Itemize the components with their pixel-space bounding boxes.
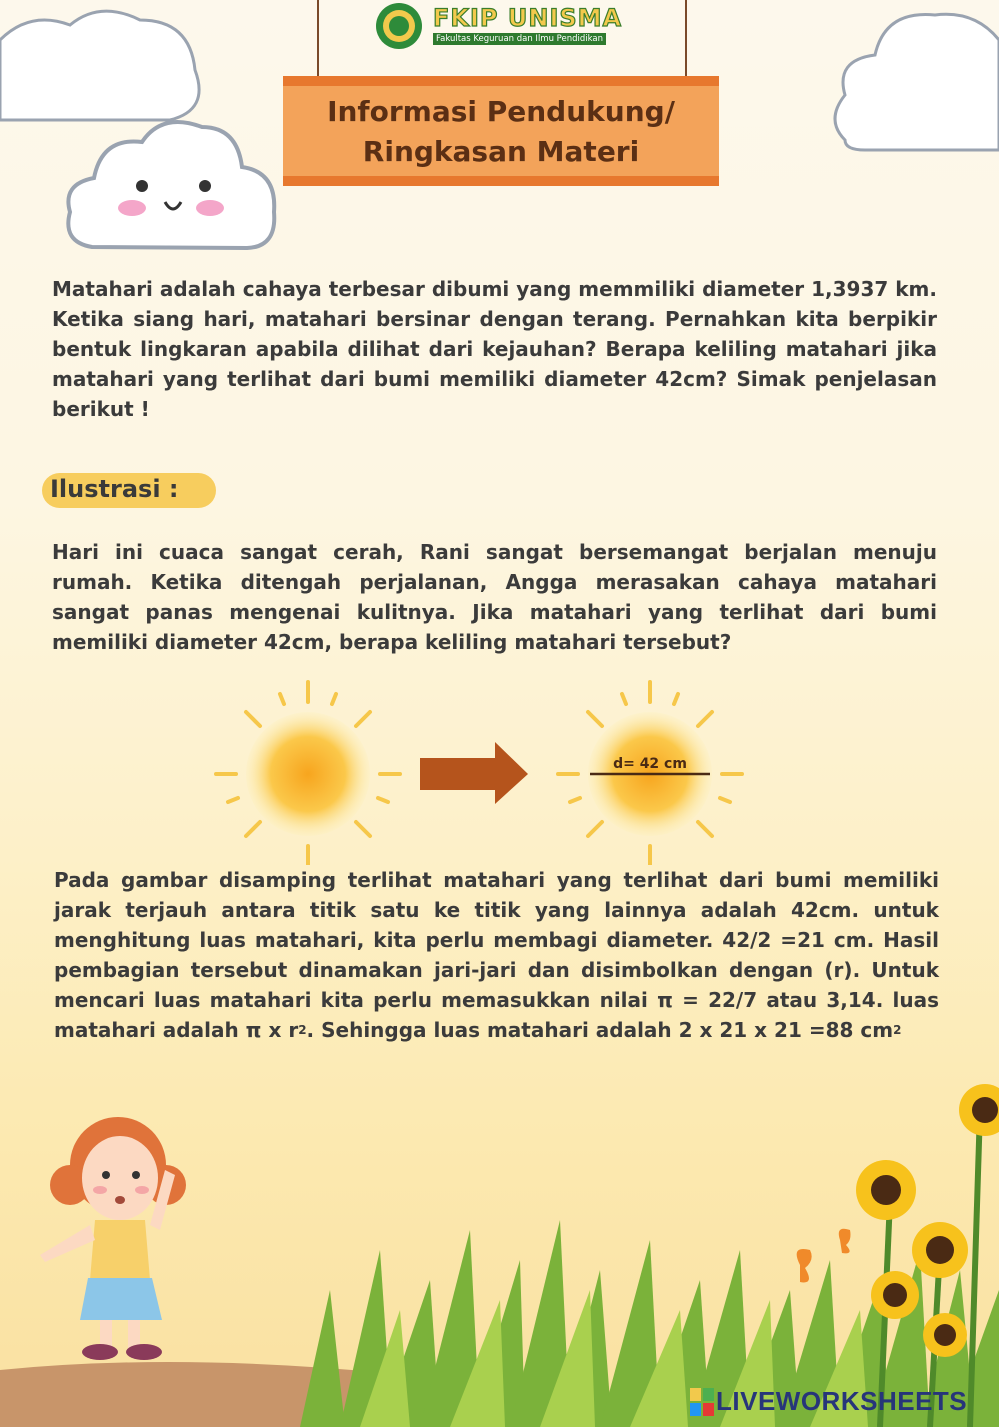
butterfly-icon [797,1229,851,1283]
banner-title-line2: Ringkasan Materi [362,135,640,168]
sun-icon [216,682,400,865]
sun-illustration [210,680,750,865]
logo-title: FKIP UNISMA [433,4,623,32]
explanation-text: Pada gambar disamping terlihat matahari yang terlihat dari bumi memiliki jarak terjauh antara titik satu ke titik yang lainnya adalah 42cm. untuk menghitung luas matahari, kita perlu membagi diameter. 42/2 =21 cm. Hasil pembagian tersebut dinamakan jari-jari dan disimbolkan dengan (r). Untuk mencari luas matahari kita perlu memasukkan nilai π = 22/7 atau 3,14. luas matahari adalah π x r [54,868,939,1042]
watermark-text: LIVEWORKSHEETS [716,1386,968,1416]
illustration-label-pill [42,473,216,508]
banner-top-bar [283,76,719,86]
title-banner [283,76,719,186]
logo-subtitle: Fakultas Keguruan dan Ilmu Pendidikan [433,33,606,45]
cloud-face [62,112,284,258]
illustration-label: Ilustrasi : [50,475,179,503]
explanation-paragraph [54,865,939,1045]
logo [373,2,633,52]
liveworksheets-watermark [690,1386,990,1420]
cloud-top-right [825,0,999,170]
story-paragraph: Hari ini cuaca sangat cerah, Rani sangat bersemangat berjalan menuju rumah. Ketika ditengah perjalanan, Angga merasakan cahaya matahari sangat panas mengenai kulitnya. Jika matahari yang terlihat dari bumi memiliki diameter 42cm, berapa keliling matahari tersebut? [52,540,937,654]
banner-title [283,92,719,172]
arrow-right-icon [420,742,528,804]
superscript-2: 2 [893,1023,902,1037]
superscript-1: 2 [298,1023,307,1037]
banner-title-line1: Informasi Pendukung/ [327,95,675,128]
explanation-text-end: . Sehingga luas matahari adalah 2 x 21 x 21 =88 cm [306,1018,894,1042]
girl-character [40,1117,186,1360]
intro-paragraph: Matahari adalah cahaya terbesar dibumi yang memmiliki diameter 1,3937 km. Ketika siang hari, matahari bersinar dengan terang. Pernahkan kita berpikir bentuk lingkaran apabila dilihat dari kejauhan? Berapa keliling matahari jika matahari yang terlihat dari bumi memiliki diameter 42cm? Simak penjelasan berikut ! [52,277,937,421]
banner-bottom-bar [283,176,719,186]
sun-with-diameter-icon [558,682,742,865]
university-emblem-icon [373,2,425,50]
ground-scenery [0,1050,999,1427]
diameter-label: d= 42 cm [613,756,687,772]
liveworksheets-logo-icon [690,1388,714,1418]
